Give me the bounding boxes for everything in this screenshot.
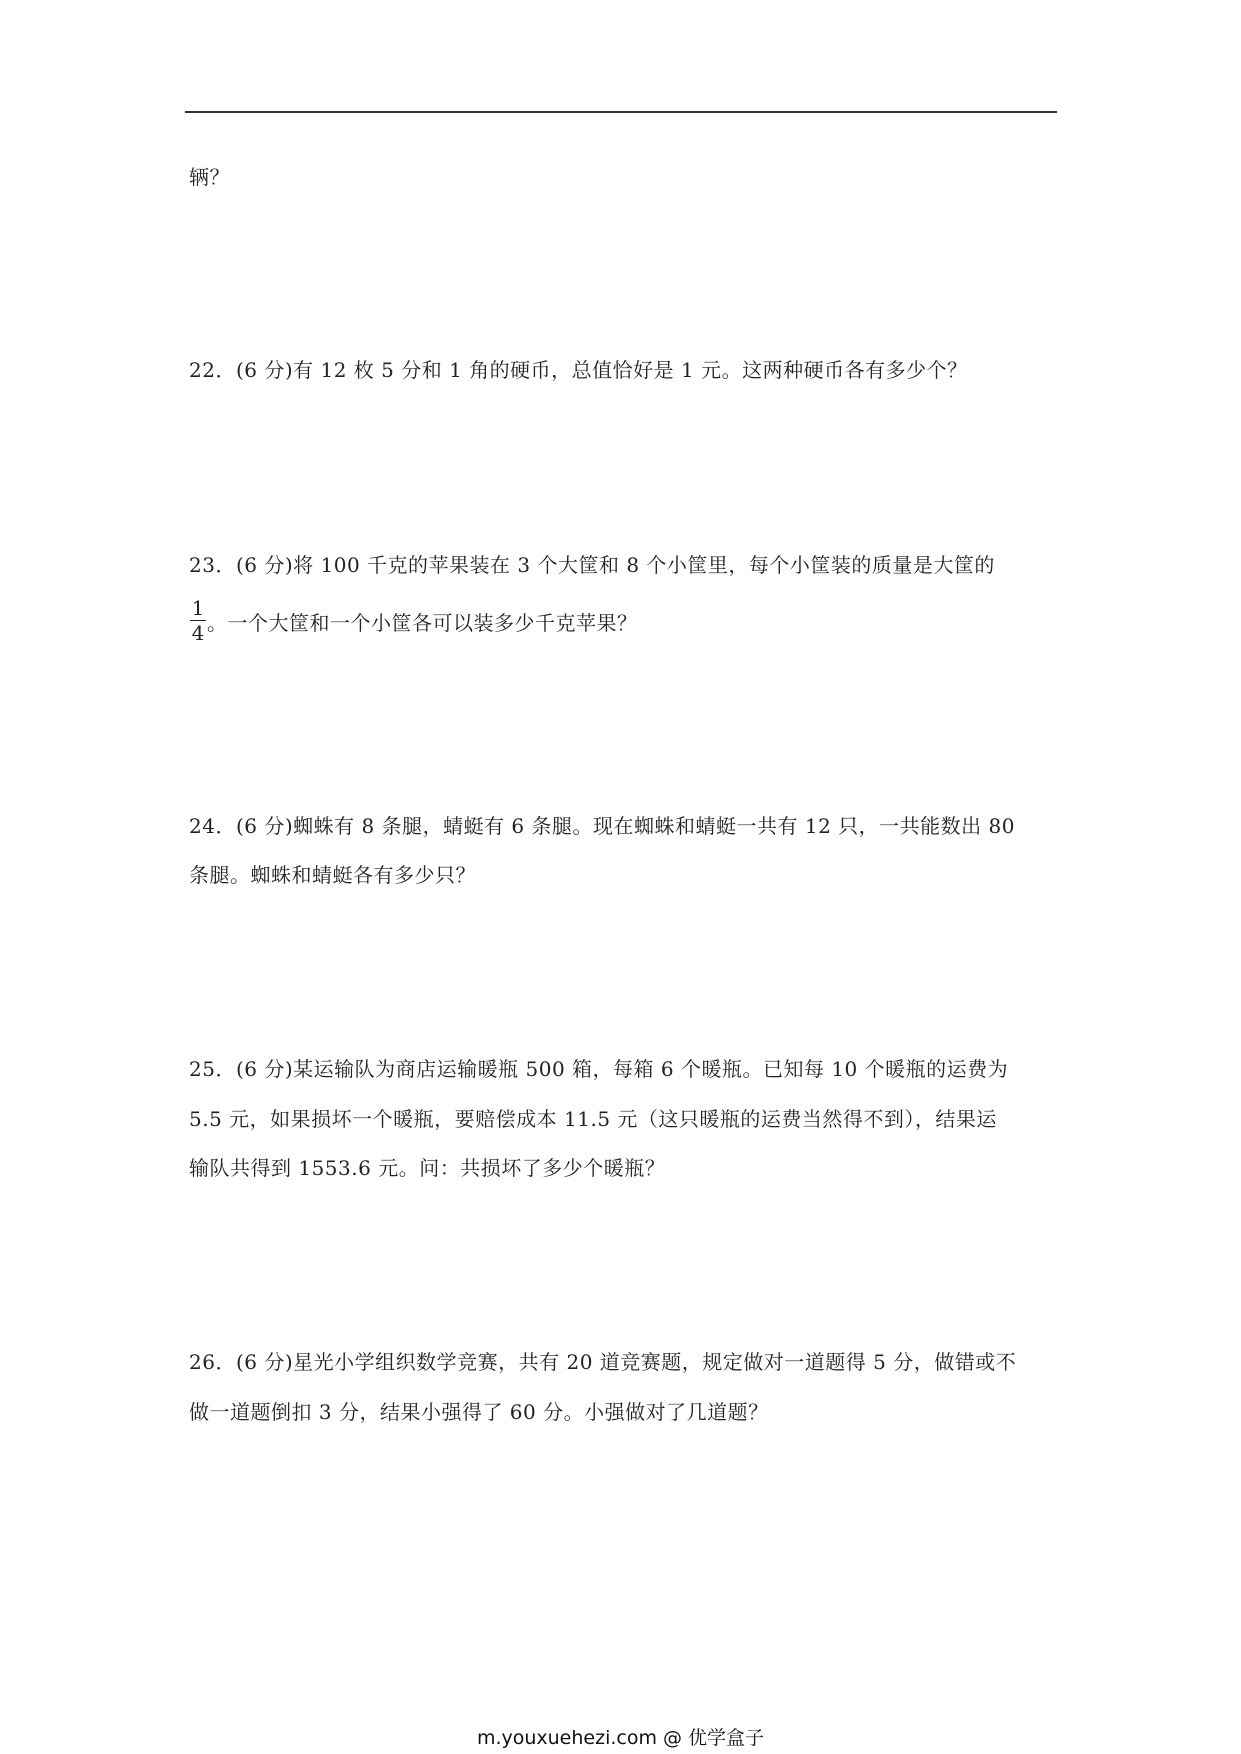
question-22-line-1: 22．(6 分)有 12 枚 5 分和 1 角的硬币，总值恰好是 1 元。这两种硬币各有多少个？ bbox=[189, 358, 968, 382]
question-26-line-2: 做一道题倒扣 3 分，结果小强得了 60 分。小强做对了几道题？ bbox=[189, 1400, 769, 1424]
question-25-line-2: 5.5 元，如果损坏一个暖瓶，要赔偿成本 11.5 元（这只暖瓶的运费当然得不到），结果运 bbox=[189, 1107, 997, 1131]
fraction-numerator: 1 bbox=[191, 596, 205, 620]
footer-watermark: m.youxuehezi.com @ 优学盒子 bbox=[476, 1727, 765, 1749]
question-24-line-1: 24．(6 分)蜘蛛有 8 条腿，蜻蜓有 6 条腿。现在蜘蛛和蜻蜓一共有 12 只，一共能数出 80 bbox=[189, 814, 1015, 838]
question-23-line-1: 23．(6 分)将 100 千克的苹果装在 3 个大筐和 8 个小筐里，每个小筐装的质量是大筐的 bbox=[189, 553, 995, 577]
question-23-line-2: 。一个大筐和一个小筐各可以装多少千克苹果？ bbox=[207, 611, 638, 635]
continuation-text: 辆？ bbox=[189, 165, 230, 189]
question-23-fraction bbox=[189, 597, 207, 644]
fraction-denominator: 4 bbox=[191, 621, 205, 645]
question-26-line-1: 26．(6 分)星光小学组织数学竞赛，共有 20 道竞赛题，规定做对一道题得 5 分，做错或不 bbox=[189, 1350, 1017, 1374]
header-rule bbox=[185, 111, 1057, 113]
question-25-line-3: 输队共得到 1553.6 元。问：共损坏了多少个暖瓶？ bbox=[189, 1156, 666, 1180]
question-24-line-2: 条腿。蜘蛛和蜻蜓各有多少只？ bbox=[189, 863, 476, 887]
question-25-line-1: 25．(6 分)某运输队为商店运输暖瓶 500 箱，每箱 6 个暖瓶。已知每 10 个暖瓶的运费为 bbox=[189, 1057, 1009, 1081]
